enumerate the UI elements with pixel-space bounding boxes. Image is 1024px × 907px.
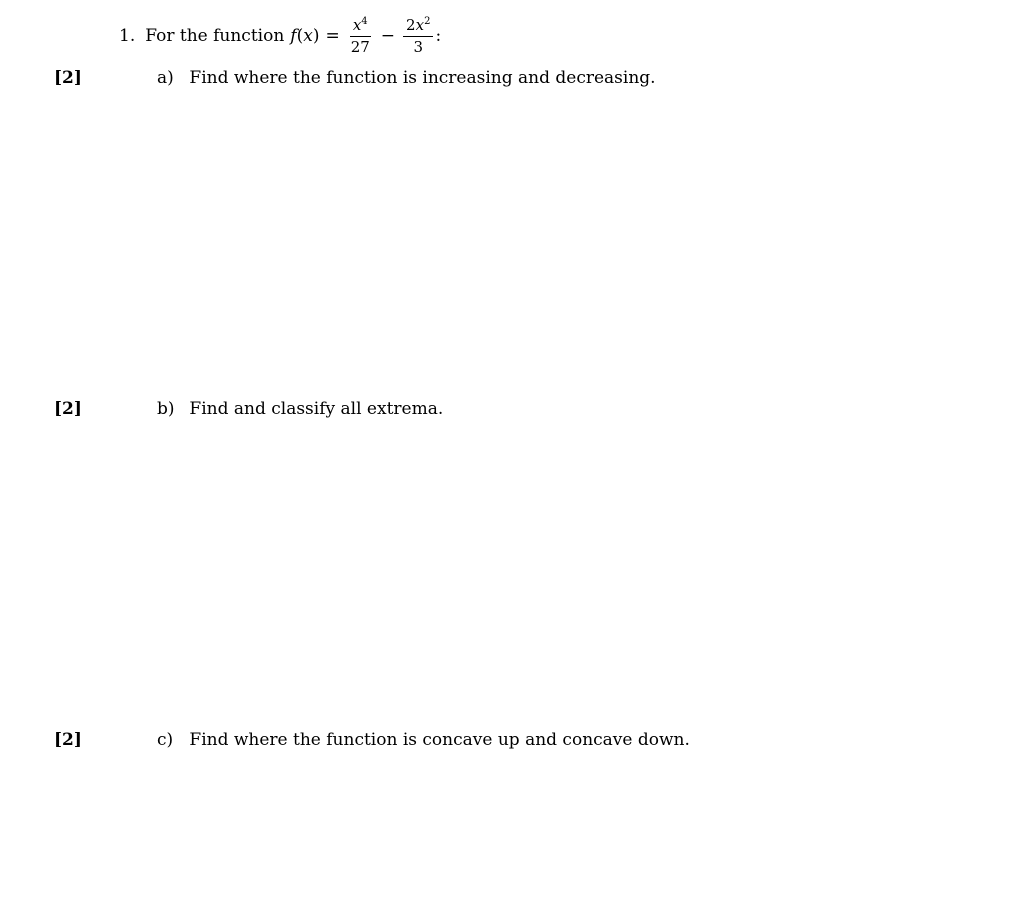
fraction-term-2-numerator: $2x^2$ [403,18,433,37]
fraction-term-1 [348,15,373,56]
points-part-b: [2] [54,399,82,419]
question-number: 1. [119,26,136,46]
part-b [157,399,443,419]
fraction-term-2 [403,15,433,56]
part-b-label: b) [157,399,175,419]
part-c-text: Find where the function is concave up and concave down. [189,730,690,750]
minus-sign: − [380,26,396,46]
fraction-term-1-numerator: $x^4$ [350,18,371,37]
equals-sign: = [325,26,340,46]
header-colon: : [435,26,442,46]
part-b-text: Find and classify all extrema. [189,399,444,419]
part-a-label: a) [157,68,174,88]
part-a [157,68,656,88]
points-part-c: [2] [54,730,82,750]
function-name: f [290,26,297,46]
part-a-text: Find where the function is increasing and decreasing. [189,68,656,88]
question-header [119,14,441,58]
fraction-term-2-denominator: 3 [413,37,424,56]
points-part-a: [2] [54,68,82,88]
question-lead-text: For the function [145,26,285,46]
function-expression: f(x) [290,26,320,46]
fraction-term-1-denominator: 27 [350,37,370,56]
function-variable: x [303,26,313,46]
part-c-label: c) [157,730,174,750]
part-c [157,730,690,750]
